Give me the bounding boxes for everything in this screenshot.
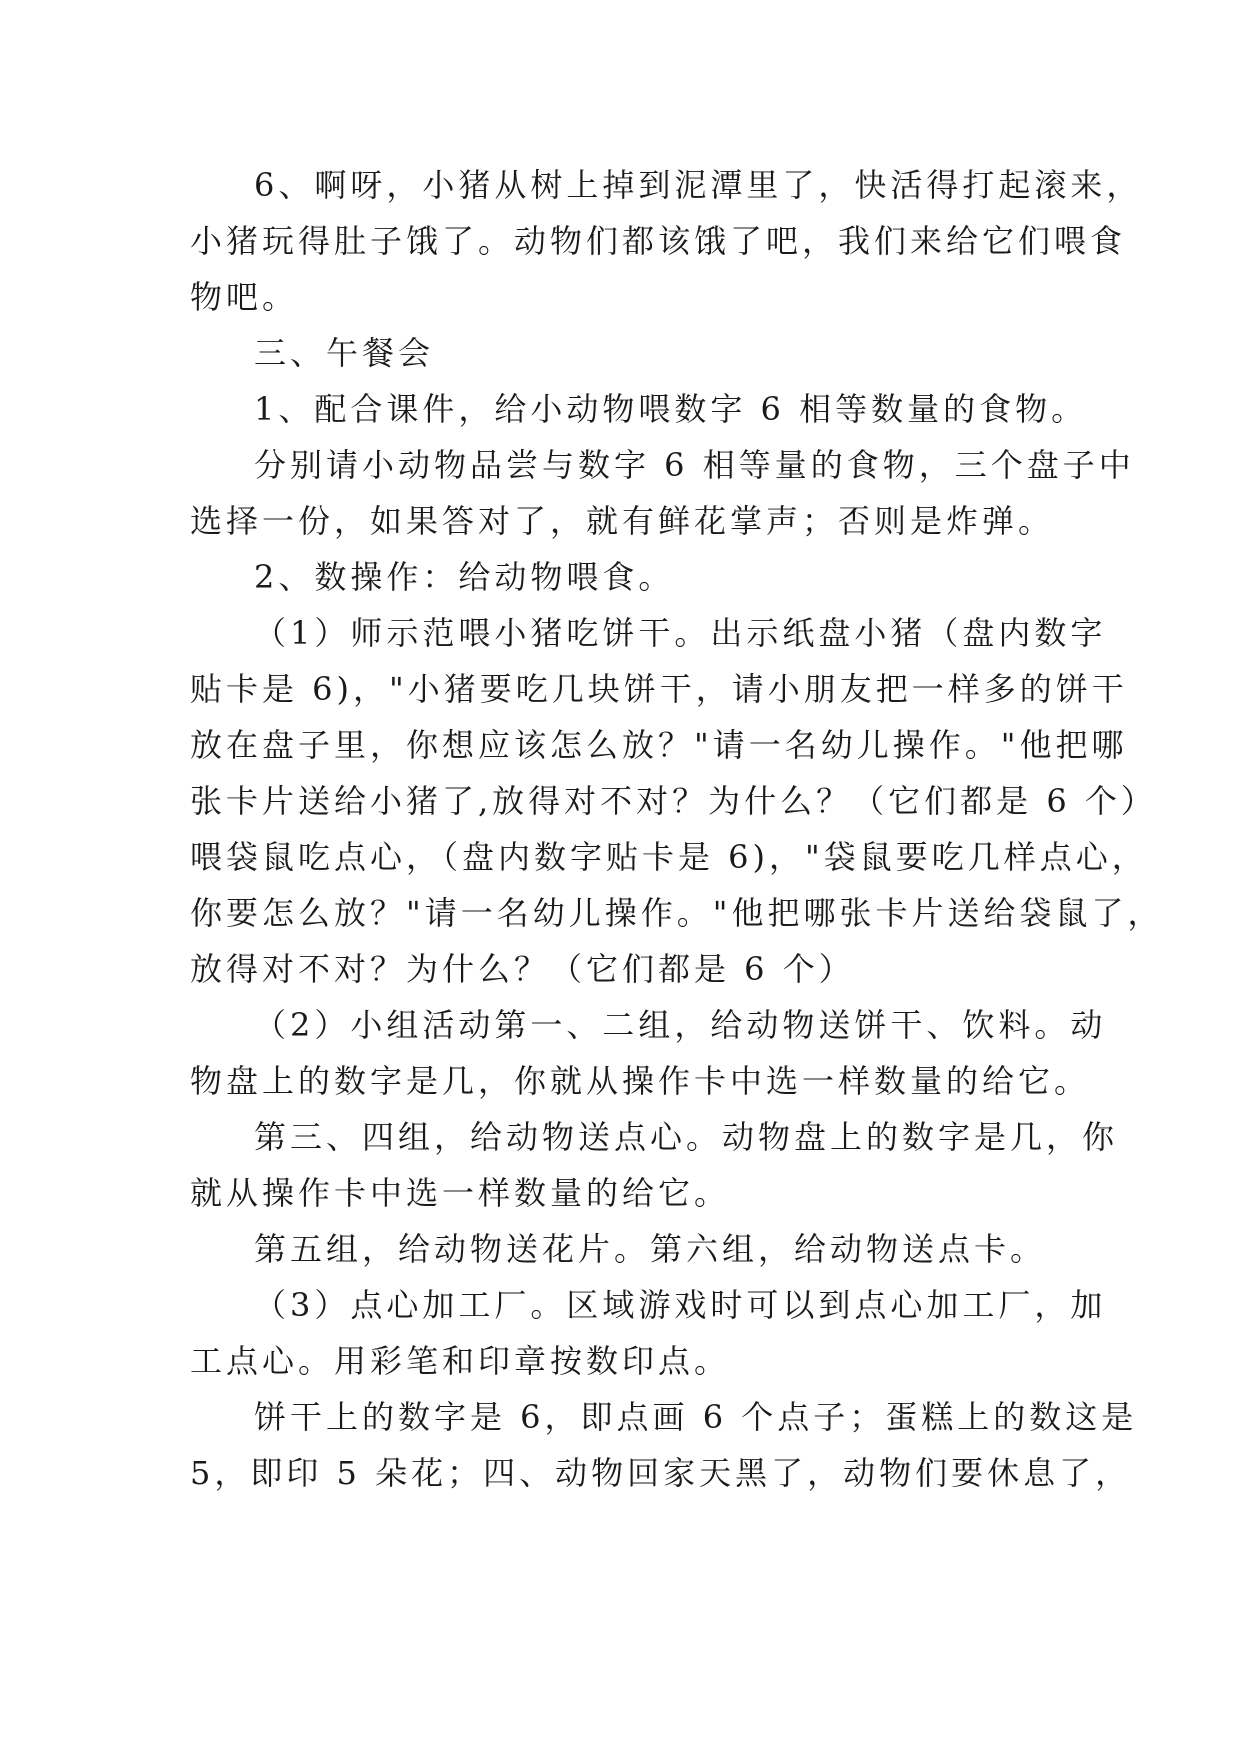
paragraph-line: 物吧。: [190, 278, 299, 316]
paragraph-line: 第三、四组，给动物送点心。动物盘上的数字是几，你: [254, 1118, 1119, 1156]
paragraph-line: 选择一份，如果答对了，就有鲜花掌声；否则是炸弹。: [190, 502, 1055, 540]
paragraph-line: （2）小组活动第一、二组，给动物送饼干、饮料。动: [254, 1006, 1107, 1044]
paragraph-line: 6、啊呀，小猪从树上掉到泥潭里了，快活得打起滚来，: [254, 166, 1143, 204]
paragraph-line: 喂袋鼠吃点心，（盘内数字贴卡是 6)，"袋鼠要吃几样点心，: [190, 838, 1148, 876]
paragraph-line: 2、数操作：给动物喂食。: [254, 558, 675, 596]
paragraph-line: （3）点心加工厂。区域游戏时可以到点心加工厂，加: [254, 1286, 1107, 1324]
paragraph-line: 就从操作卡中选一样数量的给它。: [190, 1174, 731, 1212]
paragraph-line: （1）师示范喂小猪吃饼干。出示纸盘小猪（盘内数字: [254, 614, 1107, 652]
paragraph-line: 你要怎么放？"请一名幼儿操作。"他把哪张卡片送给袋鼠了，: [190, 894, 1164, 932]
paragraph-line: 工点心。用彩笔和印章按数印点。: [190, 1342, 731, 1380]
paragraph-line: 贴卡是 6)，"小猪要吃几块饼干，请小朋友把一样多的饼干: [190, 670, 1128, 708]
paragraph-line: 1、配合课件，给小动物喂数字 6 相等数量的食物。: [254, 390, 1088, 428]
document-body: [190, 157, 1164, 1501]
paragraph-line: 张卡片送给小猪了,放得对不对？为什么？（它们都是 6 个）: [190, 782, 1157, 820]
paragraph-line: 物盘上的数字是几，你就从操作卡中选一样数量的给它。: [190, 1062, 1091, 1100]
paragraph-line: 放在盘子里，你想应该怎么放？"请一名幼儿操作。"他把哪: [190, 726, 1128, 764]
paragraph-line: 第五组，给动物送花片。第六组，给动物送点卡。: [254, 1230, 1047, 1268]
paragraph-line: 饼干上的数字是 6，即点画 6 个点子；蛋糕上的数这是: [254, 1398, 1138, 1436]
paragraph-line: 小猪玩得肚子饿了。动物们都该饿了吧，我们来给它们喂食: [190, 222, 1127, 260]
paragraph-line: 分别请小动物品尝与数字 6 相等量的食物，三个盘子中: [254, 446, 1135, 484]
section-heading: 三、午餐会: [254, 334, 435, 372]
paragraph-line: 放得对不对？为什么？（它们都是 6 个）: [190, 950, 855, 988]
paragraph-line: 5，即印 5 朵花；四、动物回家天黑了，动物们要休息了，: [190, 1454, 1132, 1492]
